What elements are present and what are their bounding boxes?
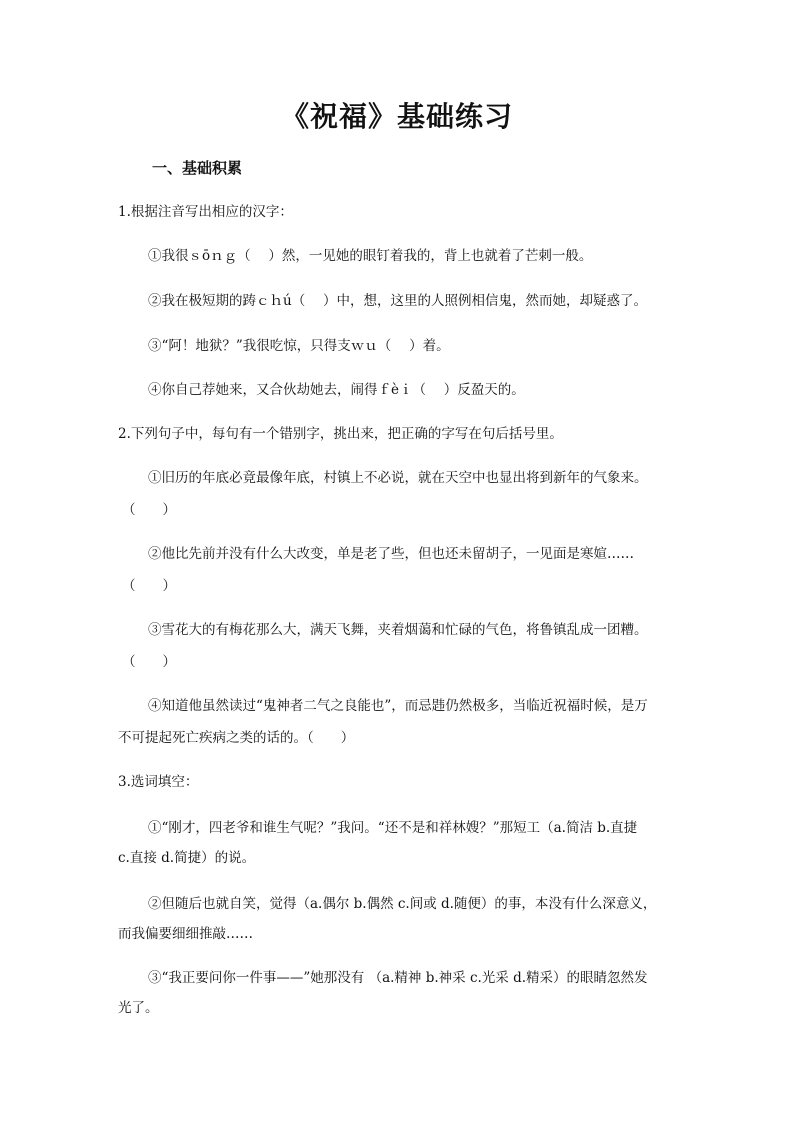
question-1-item-3: ③“阿！地狱？”我很吃惊，只得支ｗｕ（ ）着。 — [148, 338, 450, 354]
question-2-item-4-line-2: 不可提起死亡疾病之类的话的。（ ） — [118, 730, 355, 746]
question-1-item-2: ②我在极短期的踌ｃｈú（ ）中，想，这里的人照例相信鬼，然而她，却疑惑了。 — [148, 293, 647, 309]
question-3-item-1-line-1: ①“刚才，四老爷和谁生气呢？”我问。“还不是和祥林嫂？”那短工（a.简洁 b.直捷 — [148, 820, 638, 836]
question-2-item-1: ①旧历的年底必竟最像年底，村镇上不必说，就在天空中也显出将到新年的气象来。 — [148, 470, 648, 486]
question-3-item-3-line-1: ③“我正要问你一件事——”她那没有 （a.精神 b.神采 c.光采 d.精采）的眼睛忽然发 — [148, 970, 648, 986]
question-1-prompt: 1.根据注音写出相应的汉字： — [118, 204, 293, 220]
question-1-item-1: ①我很ｓōｎｇ（ ）然，一见她的眼钉着我的，背上也就着了芒刺一般。 — [148, 248, 593, 264]
answer-blank-3: （ ） — [122, 654, 176, 670]
question-1-item-4: ④你自己荐她来，又合伙劫她去，闹得ｆèｉ（ ）反盈天的。 — [148, 382, 525, 398]
section-heading: 一、基础积累 — [152, 159, 243, 177]
question-2-item-2: ②他比先前并没有什么大改变，单是老了些，但也还未留胡子，一见面是寒媗…… — [148, 546, 634, 562]
question-3-item-1-line-2: c.直接 d.简捷）的说。 — [118, 850, 256, 866]
question-2-prompt: 2.下列句子中，每句有一个错别字，挑出来，把正确的字写在句后括号里。 — [118, 426, 563, 442]
question-3-item-3-line-2: 光了。 — [118, 1000, 159, 1016]
answer-blank-2: （ ） — [122, 578, 176, 594]
question-3-prompt: 3.选词填空： — [118, 774, 199, 790]
answer-blank-1: （ ） — [122, 502, 176, 518]
question-3-item-2-line-1: ②但随后也就自笑，觉得（a.偶尔 b.偶然 c.间或 d.随便）的事，本没有什么深意义， — [148, 896, 657, 912]
page-title: 《祝福》基础练习 — [280, 100, 513, 133]
question-2-item-3: ③雪花大的有梅花那么大，满天飞舞，夹着烟蔼和忙碌的气色，将鲁镇乱成一团糟。 — [148, 622, 648, 638]
question-2-item-4-line-1: ④知道他虽然读过“鬼神者二气之良能也”，而忌韪仍然极多，当临近祝福时候，是万 — [148, 698, 648, 714]
question-3-item-2-line-2: 而我偏要细细推敲…… — [118, 926, 253, 942]
